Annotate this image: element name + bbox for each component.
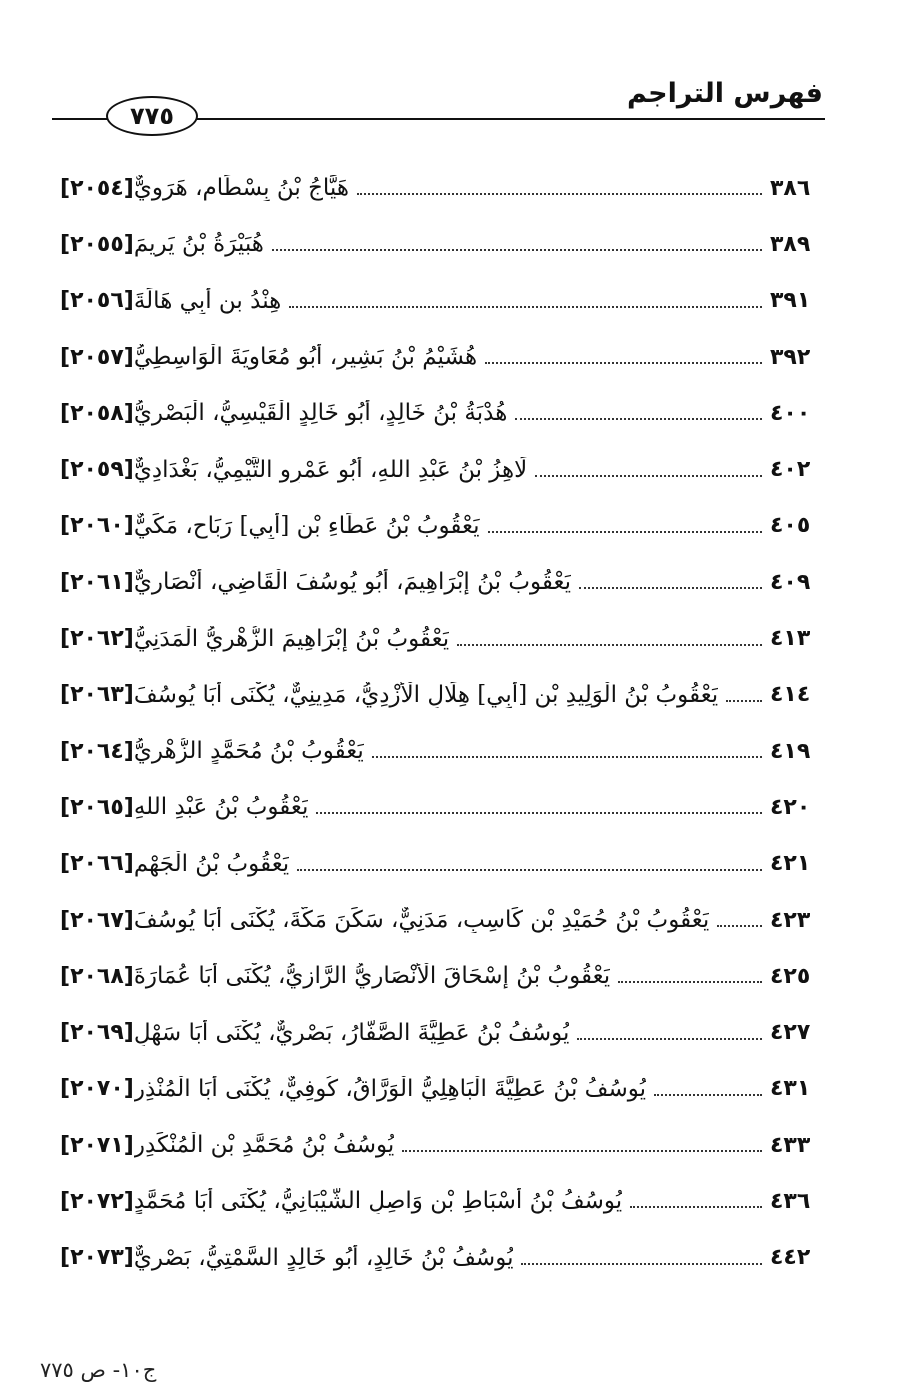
index-entry bbox=[50, 160, 820, 216]
entry-number: [٢٠٦٥] bbox=[60, 794, 134, 820]
entry-number: [٢٠٦٨] bbox=[60, 963, 134, 989]
entry-number: [٢٠٥٩] bbox=[60, 457, 134, 483]
entry-number: [٢٠٦١] bbox=[60, 569, 134, 595]
entry-number: [٢٠٦٧] bbox=[60, 907, 134, 933]
dot-leader bbox=[402, 1150, 762, 1152]
entry-number: [٢٠٦٦] bbox=[60, 851, 134, 877]
entry-page-number: ٤١٩ bbox=[770, 738, 811, 764]
entry-name: يُوسُفُ بْنُ عَطِيَّةَ الصَّفَّارُ، بَصْرِيٌّ، يُكْنَى أَبَا سَهْلٍ bbox=[133, 1019, 570, 1046]
entry-page-number: ٤١٤ bbox=[770, 682, 811, 708]
index-entry bbox=[50, 723, 820, 779]
dot-leader bbox=[577, 1038, 762, 1040]
entry-number: [٢٠٥٤] bbox=[60, 175, 134, 201]
dot-leader bbox=[579, 587, 762, 589]
entry-name: يَعْقُوبُ بْنُ عَبْدِ اللهِ bbox=[133, 794, 309, 821]
entry-page-number: ٣٨٩ bbox=[770, 231, 811, 257]
dot-leader bbox=[372, 756, 762, 758]
entry-page-number: ٤٠٢ bbox=[770, 457, 811, 483]
entry-number: [٢٠٧٢] bbox=[60, 1188, 134, 1214]
index-list bbox=[50, 160, 820, 1286]
entry-number: [٢٠٥٥] bbox=[60, 231, 134, 257]
entry-name: هُدْبَةُ بْنُ خَالِدٍ، أَبُو خَالِدٍ الْقَيْسِيُّ، الْبَصْرِيُّ bbox=[133, 400, 508, 427]
dot-leader bbox=[630, 1206, 762, 1208]
entry-number: [٢٠٦٩] bbox=[60, 1020, 134, 1046]
index-entry bbox=[50, 1173, 820, 1229]
entry-page-number: ٤٢٧ bbox=[770, 1020, 811, 1046]
dot-leader bbox=[515, 418, 762, 420]
entry-page-number: ٤٢٥ bbox=[770, 963, 811, 989]
dot-leader bbox=[297, 869, 762, 871]
entry-page-number: ٤٢٠ bbox=[770, 794, 811, 820]
entry-page-number: ٣٩٢ bbox=[770, 344, 811, 370]
page-number-badge: ٧٧٥ bbox=[106, 96, 198, 136]
index-entry bbox=[50, 1117, 820, 1173]
index-entry bbox=[50, 667, 820, 723]
dot-leader bbox=[357, 193, 762, 195]
index-entry bbox=[50, 498, 820, 554]
index-entry bbox=[50, 1004, 820, 1060]
entry-number: [٢٠٦٣] bbox=[60, 682, 134, 708]
entry-page-number: ٤٤٢ bbox=[770, 1245, 811, 1271]
index-entry bbox=[50, 892, 820, 948]
dot-leader bbox=[654, 1094, 762, 1096]
dot-leader bbox=[717, 925, 762, 927]
entry-number: [٢٠٥٦] bbox=[60, 288, 134, 314]
entry-name: يُوسُفُ بْنُ مُحَمَّدِ بْنِ الْمُنْكَدِرِ bbox=[133, 1132, 395, 1159]
entry-name: يَعْقُوبُ بْنُ الْجَهْمِ bbox=[133, 850, 290, 877]
entry-name: يَعْقُوبُ بْنُ مُحَمَّدٍ الزُّهْرِيُّ bbox=[133, 738, 364, 765]
entry-page-number: ٣٨٦ bbox=[770, 175, 811, 201]
entry-number: [٢٠٧٠] bbox=[60, 1076, 134, 1102]
entry-number: [٢٠٦٠] bbox=[60, 513, 134, 539]
index-entry bbox=[50, 216, 820, 272]
dot-leader bbox=[272, 249, 762, 251]
index-entry bbox=[50, 441, 820, 497]
dot-leader bbox=[485, 362, 762, 364]
entry-page-number: ٤٠٠ bbox=[770, 400, 811, 426]
entry-name: يَعْقُوبُ بْنُ الْوَلِيدِ بْنِ [أَبِي] هِلَالٍ الْأَزْدِيُّ، مَدِينِيٌّ، يُكْنَى أَبَا يُوسُفَ bbox=[133, 681, 719, 708]
dot-leader bbox=[618, 981, 762, 983]
index-entry bbox=[50, 554, 820, 610]
entry-name: يَعْقُوبُ بْنُ إِبْرَاهِيمَ، أَبُو يُوسُفَ الْقَاضِي، أَنْصَارِيٌّ bbox=[133, 569, 572, 596]
entry-page-number: ٣٩١ bbox=[770, 288, 811, 314]
index-entry bbox=[50, 1230, 820, 1286]
dot-leader bbox=[535, 475, 762, 477]
footer-signature: ج١٠- ص ٧٧٥ bbox=[40, 1358, 157, 1382]
entry-page-number: ٤٣٣ bbox=[770, 1132, 811, 1158]
dot-leader bbox=[289, 306, 762, 308]
entry-name: يَعْقُوبُ بْنُ حُمَيْدِ بْنِ كَاسِبٍ، مَدَنِيٌّ، سَكَنَ مَكَّةَ، يُكْنَى أَبَا يُوسُفَ bbox=[133, 907, 710, 933]
entry-number: [٢٠٧١] bbox=[60, 1132, 134, 1158]
entry-number: [٢٠٦٢] bbox=[60, 626, 134, 652]
entry-name: يُوسُفُ بْنُ أَسْبَاطِ بْنِ وَاصِلٍ الشَّيْبَانِيُّ، يُكْنَى أَبَا مُحَمَّدٍ bbox=[133, 1188, 623, 1215]
dot-leader bbox=[457, 644, 762, 646]
entry-number: [٢٠٥٨] bbox=[60, 400, 134, 426]
entry-number: [٢٠٦٤] bbox=[60, 738, 134, 764]
entry-name: يُوسُفُ بْنُ عَطِيَّةَ الْبَاهِلِيُّ الْوَرَّاقُ، كُوفِيٌّ، يُكْنَى أَبَا الْمُنْذِرِ bbox=[133, 1075, 647, 1102]
entry-name: هِنْدُ بن أَبِي هَالَةَ bbox=[133, 287, 282, 314]
entry-name: هُشَيْمُ بْنُ بَشِيرٍ، أَبُو مُعَاوِيَةَ الْوَاسِطِيُّ bbox=[133, 344, 478, 371]
index-entry bbox=[50, 273, 820, 329]
entry-page-number: ٤٠٥ bbox=[770, 513, 811, 539]
page-title: فهرس التراجم bbox=[626, 78, 823, 109]
entry-page-number: ٤٣٦ bbox=[770, 1188, 811, 1214]
entry-name: يَعْقُوبُ بْنُ عَطَاءِ بْنِ [أَبِي] رَبَاحٍ، مَكِّيٌّ bbox=[133, 512, 480, 539]
index-entry bbox=[50, 948, 820, 1004]
entry-name: لَاهِزُ بْنُ عَبْدِ اللهِ، أَبُو عَمْرٍو التَّيْمِيُّ، بَغْدَادِيٌّ bbox=[133, 456, 528, 483]
entry-page-number: ٤٢٣ bbox=[770, 907, 811, 933]
dot-leader bbox=[488, 531, 763, 533]
index-entry bbox=[50, 836, 820, 892]
index-entry bbox=[50, 610, 820, 666]
entry-name: هُبَيْرَةُ بْنُ يَرِيمَ bbox=[133, 231, 264, 258]
entry-page-number: ٤٢١ bbox=[770, 851, 811, 877]
entry-name: يُوسُفُ بْنُ خَالِدٍ، أَبُو خَالِدٍ السَّمْتِيُّ، بَصْرِيٌّ bbox=[133, 1244, 514, 1271]
entry-page-number: ٤١٣ bbox=[770, 626, 811, 652]
dot-leader bbox=[316, 812, 762, 814]
index-entry bbox=[50, 385, 820, 441]
index-entry bbox=[50, 1061, 820, 1117]
entry-name: يَعْقُوبُ بْنُ إِبْرَاهِيمَ الزُّهْرِيُّ الْمَدَنِيُّ bbox=[133, 625, 450, 652]
index-entry bbox=[50, 329, 820, 385]
index-entry bbox=[50, 779, 820, 835]
dot-leader bbox=[521, 1263, 762, 1265]
entry-number: [٢٠٧٣] bbox=[60, 1245, 134, 1271]
entry-page-number: ٤٣١ bbox=[770, 1076, 811, 1102]
dot-leader bbox=[726, 700, 762, 702]
entry-page-number: ٤٠٩ bbox=[770, 569, 811, 595]
entry-name: يَعْقُوبُ بْنُ إِسْحَاقَ الْأَنْصَارِيُّ الرَّازِيُّ، يُكْنَى أَبَا عُمَارَةَ bbox=[133, 963, 611, 990]
page-header bbox=[0, 0, 923, 140]
entry-name: هَيَّاجُ بْنُ بِسْطَامٍ، هَرَوِيٌّ bbox=[133, 175, 349, 202]
entry-number: [٢٠٥٧] bbox=[60, 344, 134, 370]
